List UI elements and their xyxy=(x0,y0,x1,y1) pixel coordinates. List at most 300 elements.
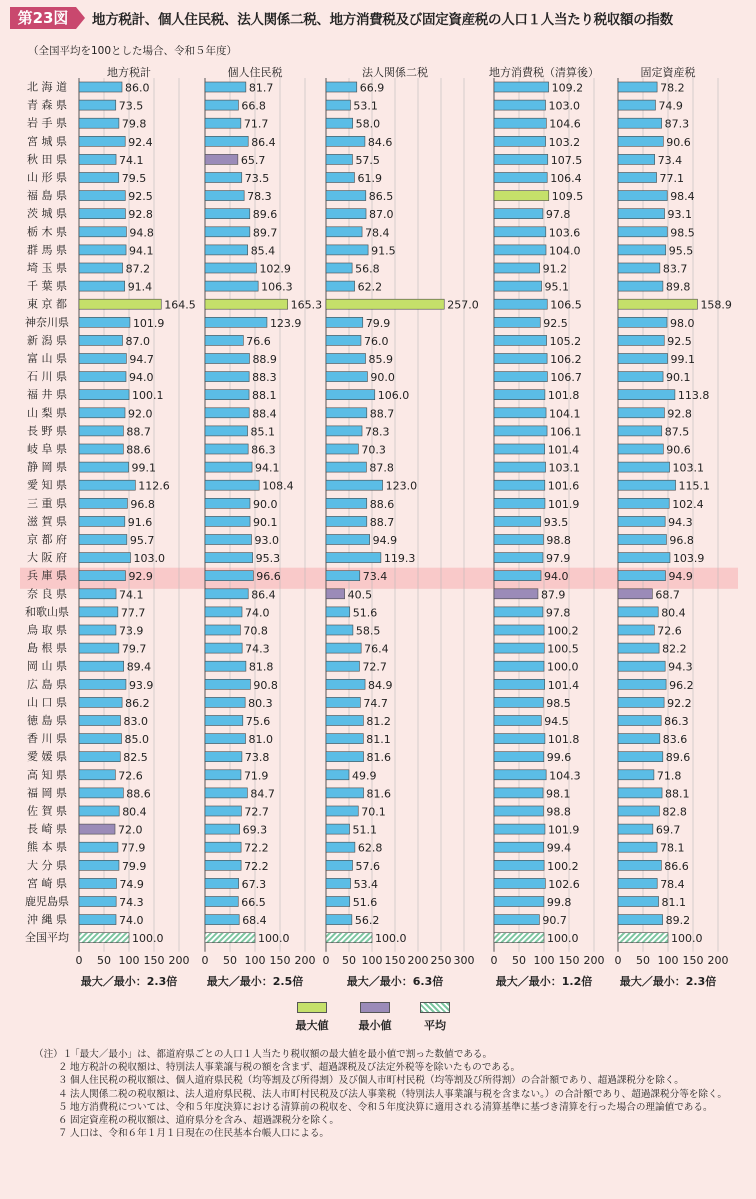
category-label: 神奈川県 xyxy=(25,315,69,329)
bar-value-label: 100.0 xyxy=(258,932,290,946)
bar-value-label: 82.2 xyxy=(662,642,687,656)
data-bar xyxy=(326,408,367,418)
bar-value-label: 81.0 xyxy=(248,733,273,747)
category-label: 長 野 県 xyxy=(27,424,67,438)
average-bar xyxy=(494,933,544,943)
tick-label: 100 xyxy=(533,953,555,967)
bar-value-label: 96.6 xyxy=(256,570,281,584)
tick-label: 150 xyxy=(558,953,580,967)
bar-value-label: 90.8 xyxy=(253,678,278,692)
bar-value-label: 103.9 xyxy=(672,552,705,566)
bar-value-label: 94.1 xyxy=(255,461,280,475)
data-bar xyxy=(79,372,126,382)
data-bar xyxy=(326,118,353,128)
bar-value-label: 89.7 xyxy=(252,226,278,240)
data-bar xyxy=(494,860,544,870)
data-bar xyxy=(79,462,129,472)
data-bar xyxy=(205,281,258,291)
data-bar xyxy=(205,354,249,364)
data-bar xyxy=(79,154,116,164)
tick-label: 50 xyxy=(223,953,237,967)
legend-swatch-average xyxy=(420,1002,450,1013)
data-bar xyxy=(205,263,256,273)
category-label: 新 潟 県 xyxy=(27,333,67,347)
data-bar xyxy=(79,191,125,201)
data-bar xyxy=(326,806,358,816)
bar-value-label: 94.3 xyxy=(668,660,693,674)
bar-value-label: 101.9 xyxy=(132,316,165,330)
bar-value-label: 84.7 xyxy=(250,787,275,801)
legend-swatch-max xyxy=(297,1002,327,1013)
bar-value-label: 113.8 xyxy=(677,389,710,403)
data-bar xyxy=(205,335,243,345)
bar-value-label: 91.2 xyxy=(542,262,568,276)
bar-value-label: 94.0 xyxy=(544,570,569,584)
bar-value-label: 93.9 xyxy=(128,678,154,692)
category-label: 熊 本 県 xyxy=(27,840,67,854)
data-bar xyxy=(326,788,364,798)
data-bar xyxy=(618,245,666,255)
data-bar xyxy=(618,372,663,382)
data-bar xyxy=(494,154,548,164)
bar-value-label: 85.0 xyxy=(124,733,149,747)
bar-value-label: 74.0 xyxy=(119,914,144,928)
category-label: 岩 手 県 xyxy=(27,116,67,130)
data-bar xyxy=(494,372,547,382)
bar-value-label: 123.0 xyxy=(385,479,418,493)
data-bar xyxy=(205,227,250,237)
bar-value-label: 94.0 xyxy=(129,371,154,385)
tick-label: 0 xyxy=(75,953,83,967)
series-title: 固定資産税 xyxy=(640,66,696,79)
bar-value-label: 87.2 xyxy=(125,262,151,276)
bar-value-label: 101.6 xyxy=(547,479,580,493)
data-bar xyxy=(79,281,125,291)
bar-value-label: 101.4 xyxy=(547,443,580,457)
data-bar xyxy=(326,897,350,907)
data-bar xyxy=(618,263,660,273)
data-bar xyxy=(618,788,662,798)
data-bar xyxy=(618,462,670,472)
footnote xyxy=(34,1048,734,1061)
data-bar xyxy=(326,173,354,183)
category-label: 鹿児島県 xyxy=(25,895,69,908)
bar-value-label: 99.6 xyxy=(546,751,572,765)
data-bar xyxy=(79,643,119,653)
category-label: 香 川 県 xyxy=(27,732,67,746)
data-bar xyxy=(494,390,545,400)
bar-value-label: 69.3 xyxy=(242,823,268,837)
bar-value-label: 90.0 xyxy=(253,497,278,511)
bar-value-label: 100.1 xyxy=(132,389,164,403)
data-bar xyxy=(79,317,130,327)
bar-value-label: 257.0 xyxy=(447,298,479,312)
bar-value-label: 79.7 xyxy=(121,642,147,656)
bar-value-label: 81.1 xyxy=(661,896,687,909)
min-bar xyxy=(494,589,538,599)
bar-value-label: 100.2 xyxy=(547,859,579,873)
bar-value-label: 97.8 xyxy=(545,606,571,620)
category-label: 静 岡 県 xyxy=(27,460,67,474)
data-bar xyxy=(79,661,124,671)
bar-value-label: 103.1 xyxy=(548,461,581,475)
data-bar xyxy=(79,571,125,581)
bar-value-label: 80.4 xyxy=(661,606,686,620)
bar-value-label: 88.7 xyxy=(369,515,395,529)
bar-value-label: 73.9 xyxy=(118,624,144,638)
data-bar xyxy=(205,571,253,581)
bar-value-label: 106.4 xyxy=(550,172,582,185)
category-label: 山 形 県 xyxy=(27,171,67,184)
bar-value-label: 90.6 xyxy=(666,135,691,149)
data-bar xyxy=(326,860,352,870)
tick-label: 300 xyxy=(453,953,475,967)
data-bar xyxy=(326,498,367,508)
bar-value-label: 102.4 xyxy=(672,497,704,511)
data-bar xyxy=(205,245,248,255)
bar-value-label: 165.3 xyxy=(290,298,323,312)
data-bar xyxy=(618,209,665,219)
data-bar xyxy=(618,426,662,436)
bar-value-label: 88.1 xyxy=(252,389,277,403)
bar-value-label: 78.3 xyxy=(247,190,272,204)
data-bar xyxy=(205,915,239,925)
bar-value-label: 90.0 xyxy=(370,371,395,385)
data-bar xyxy=(205,191,244,201)
bar-value-label: 74.9 xyxy=(658,99,683,113)
bar-value-label: 61.9 xyxy=(357,172,382,185)
data-bar xyxy=(326,643,361,653)
data-bar xyxy=(205,752,242,762)
category-label: 島 根 県 xyxy=(27,641,67,655)
tick-label: 50 xyxy=(636,953,650,967)
data-bar xyxy=(205,462,252,472)
data-bar xyxy=(618,498,669,508)
footnote-number: ４ xyxy=(58,1088,68,1100)
category-label: 千 葉 県 xyxy=(27,279,67,293)
bar-value-label: 87.5 xyxy=(664,425,690,439)
bar-value-label: 100.5 xyxy=(547,642,579,656)
data-bar xyxy=(205,516,250,526)
bar-value-label: 78.4 xyxy=(660,877,685,891)
data-bar xyxy=(205,716,243,726)
bar-value-label: 56.2 xyxy=(354,914,380,928)
category-label: 福 岡 県 xyxy=(27,786,67,800)
data-bar xyxy=(326,245,368,255)
data-bar xyxy=(494,679,545,689)
figure-number-badge: 第23図 xyxy=(10,7,76,29)
category-label: 山 口 県 xyxy=(27,695,67,709)
data-bar xyxy=(79,553,131,563)
bar-value-label: 99.1 xyxy=(670,353,696,366)
bar-value-label: 104.6 xyxy=(549,117,581,131)
bar-value-label: 77.7 xyxy=(120,606,146,620)
data-bar xyxy=(494,571,541,581)
bar-value-label: 88.7 xyxy=(126,425,151,439)
category-label: 長 崎 県 xyxy=(27,822,67,836)
data-bar xyxy=(326,878,351,888)
data-bar xyxy=(205,824,240,834)
category-label: 大 阪 府 xyxy=(27,551,67,565)
data-bar xyxy=(79,770,115,780)
bar-value-label: 74.1 xyxy=(119,153,144,167)
tick-label: 200 xyxy=(168,953,190,967)
bar-value-label: 89.8 xyxy=(665,280,691,294)
data-bar xyxy=(79,335,123,345)
tick-label: 50 xyxy=(342,953,356,967)
data-bar xyxy=(79,788,123,798)
bar-value-label: 101.8 xyxy=(547,733,580,747)
tick-label: 0 xyxy=(201,953,209,967)
bar-value-label: 77.9 xyxy=(120,841,146,855)
category-label: 青 森 県 xyxy=(27,98,67,112)
bar-value-label: 81.8 xyxy=(248,660,274,674)
data-bar xyxy=(618,824,653,834)
bar-value-label: 51.6 xyxy=(352,606,378,620)
data-bar xyxy=(205,136,248,146)
tick-label: 250 xyxy=(430,953,452,967)
bar-value-label: 77.1 xyxy=(659,172,685,185)
bar-value-label: 88.6 xyxy=(126,443,151,457)
data-bar xyxy=(618,571,665,581)
data-bar xyxy=(326,462,366,472)
bar-value-label: 86.4 xyxy=(251,135,276,149)
min-bar xyxy=(326,589,345,599)
bar-value-label: 90.6 xyxy=(666,443,691,457)
data-bar xyxy=(326,209,366,219)
bar-value-label: 92.4 xyxy=(128,135,153,149)
bar-value-label: 66.9 xyxy=(359,81,385,95)
data-bar xyxy=(326,516,367,526)
max-bar xyxy=(79,299,161,309)
data-bar xyxy=(79,444,123,454)
data-bar xyxy=(79,408,125,418)
data-bar xyxy=(494,82,549,92)
data-bar xyxy=(326,679,365,689)
bar-value-label: 91.5 xyxy=(371,244,396,258)
series-title: 個人住民税 xyxy=(227,66,283,79)
bar-value-label: 106.2 xyxy=(550,353,582,366)
bar-value-label: 86.5 xyxy=(368,190,394,204)
data-bar xyxy=(326,372,367,382)
bar-value-label: 96.8 xyxy=(669,534,694,547)
data-bar xyxy=(494,516,541,526)
data-bar xyxy=(618,535,666,545)
data-bar xyxy=(494,118,546,128)
data-bar xyxy=(205,770,241,780)
bar-value-label: 96.2 xyxy=(669,678,694,692)
bar-value-label: 92.9 xyxy=(128,570,153,584)
bar-value-label: 81.7 xyxy=(248,81,274,95)
data-bar xyxy=(618,734,660,744)
bar-value-label: 51.6 xyxy=(352,896,378,909)
bar-value-label: 98.5 xyxy=(546,696,571,710)
bar-value-label: 94.3 xyxy=(668,515,693,529)
category-label: 東 京 都 xyxy=(27,297,67,311)
tick-label: 100 xyxy=(657,953,679,967)
bar-value-label: 104.1 xyxy=(549,407,581,421)
bar-value-label: 56.8 xyxy=(355,262,380,276)
data-bar xyxy=(326,553,381,563)
bar-value-label: 83.7 xyxy=(662,262,688,276)
data-bar xyxy=(326,842,355,852)
data-bar xyxy=(494,535,543,545)
data-bar xyxy=(79,516,125,526)
tick-label: 0 xyxy=(614,953,622,967)
bar-value-label: 72.6 xyxy=(657,624,682,638)
footnote-number: （注）１ xyxy=(34,1049,73,1060)
data-bar xyxy=(79,607,118,617)
figure-subtitle: （全国平均を100とした場合、令和５年度） xyxy=(28,45,238,57)
category-label: 愛 知 県 xyxy=(27,478,67,492)
bar-value-label: 89.4 xyxy=(126,660,152,674)
bar-value-label: 72.2 xyxy=(244,841,269,855)
footnote-number: ６ xyxy=(58,1115,68,1127)
max-bar xyxy=(494,191,549,201)
bar-value-label: 97.9 xyxy=(545,552,571,566)
bar-value-label: 73.5 xyxy=(118,99,144,113)
data-bar xyxy=(79,426,123,436)
tick-label: 100 xyxy=(244,953,266,967)
bar-value-label: 119.3 xyxy=(383,552,416,566)
bar-value-label: 100.0 xyxy=(671,932,703,946)
footnote xyxy=(34,1114,734,1127)
bar-value-label: 98.1 xyxy=(546,787,571,801)
tick-label: 150 xyxy=(384,953,406,967)
data-bar xyxy=(79,679,126,689)
bar-value-label: 83.6 xyxy=(662,733,688,747)
bar-value-label: 72.7 xyxy=(244,805,269,819)
bar-value-label: 106.7 xyxy=(550,371,582,385)
bar-value-label: 107.5 xyxy=(550,153,583,167)
data-bar xyxy=(326,480,383,490)
data-bar xyxy=(79,263,123,273)
data-bar xyxy=(205,426,248,436)
tick-label: 50 xyxy=(97,953,111,967)
data-bar xyxy=(326,354,366,364)
legend-swatch-min xyxy=(360,1002,390,1013)
bar-value-label: 92.5 xyxy=(543,316,568,330)
bar-value-label: 88.6 xyxy=(369,497,395,511)
bar-value-label: 83.0 xyxy=(123,715,148,728)
data-bar xyxy=(205,734,246,744)
bar-value-label: 95.3 xyxy=(255,552,281,566)
footnote xyxy=(34,1074,734,1087)
category-label: 京 都 府 xyxy=(27,533,67,546)
bar-value-label: 106.3 xyxy=(261,280,293,294)
bar-value-label: 86.3 xyxy=(251,443,276,457)
bar-value-label: 87.8 xyxy=(369,461,394,475)
category-label: 鳥 取 県 xyxy=(27,623,67,637)
bar-value-label: 123.9 xyxy=(269,316,302,330)
category-label: 佐 賀 県 xyxy=(27,804,67,818)
category-label: 秋 田 県 xyxy=(27,152,67,166)
legend-label-average: 平均 xyxy=(424,1019,446,1032)
bar-value-label: 101.9 xyxy=(547,497,580,511)
bar-value-label: 105.2 xyxy=(549,334,582,348)
series-title: 地方税計 xyxy=(107,66,151,79)
bar-value-label: 95.7 xyxy=(129,534,155,547)
data-bar xyxy=(618,806,659,816)
bar-value-label: 68.7 xyxy=(655,588,680,602)
data-bar xyxy=(79,897,116,907)
data-bar xyxy=(79,697,122,707)
data-bar xyxy=(618,716,661,726)
data-bar xyxy=(618,154,655,164)
bar-value-label: 73.5 xyxy=(244,172,270,185)
bar-value-label: 94.7 xyxy=(129,353,154,366)
data-bar xyxy=(326,317,363,327)
data-bar xyxy=(494,299,547,309)
bar-value-label: 74.3 xyxy=(245,642,270,656)
data-bar xyxy=(618,643,659,653)
data-bar xyxy=(205,535,252,545)
data-bar xyxy=(618,317,667,327)
data-bar xyxy=(618,173,657,183)
bar-value-label: 94.1 xyxy=(129,244,154,258)
data-bar xyxy=(618,354,668,364)
legend-item-average xyxy=(400,1002,470,1033)
data-bar xyxy=(79,136,125,146)
bar-value-label: 106.0 xyxy=(377,389,410,403)
category-label: 北 海 道 xyxy=(27,80,67,94)
data-bar xyxy=(618,136,663,146)
data-bar xyxy=(326,697,360,707)
data-bar xyxy=(494,643,544,653)
data-bar xyxy=(205,372,249,382)
category-label: 茨 城 県 xyxy=(27,207,67,221)
bar-value-label: 109.2 xyxy=(551,81,584,95)
bar-value-label: 101.4 xyxy=(547,678,580,692)
data-bar xyxy=(79,354,126,364)
bar-value-label: 57.5 xyxy=(355,153,380,167)
bar-value-label: 88.1 xyxy=(665,787,690,801)
data-bar xyxy=(79,173,119,183)
data-bar xyxy=(494,824,545,834)
footnote-number: ３ xyxy=(58,1075,68,1087)
data-bar xyxy=(618,444,663,454)
bar-value-label: 90.7 xyxy=(542,914,567,928)
category-label: 福 島 県 xyxy=(27,189,67,203)
bar-value-label: 115.1 xyxy=(678,479,711,493)
bar-value-label: 92.2 xyxy=(667,696,692,710)
data-bar xyxy=(79,245,126,255)
category-label: 福 井 県 xyxy=(27,388,67,402)
bar-value-label: 70.1 xyxy=(361,805,386,819)
data-bar xyxy=(618,335,664,345)
bar-value-label: 87.0 xyxy=(125,334,150,348)
data-bar xyxy=(326,716,363,726)
tick-label: 200 xyxy=(407,953,429,967)
data-bar xyxy=(79,716,121,726)
data-bar xyxy=(79,118,119,128)
figure-title: 地方税計、個人住民税、法人関係二税、地方消費税及び固定資産税の人口１人当たり税収額の指数 xyxy=(92,12,673,28)
series-title: 地方消費税（清算後） xyxy=(489,66,599,79)
data-bar xyxy=(326,661,359,671)
data-bar xyxy=(618,860,661,870)
data-bar xyxy=(618,408,664,418)
data-bar xyxy=(326,607,350,617)
data-bar xyxy=(494,462,546,472)
data-bar xyxy=(205,118,241,128)
bar-value-label: 70.3 xyxy=(361,443,386,457)
data-bar xyxy=(618,281,663,291)
bar-value-label: 88.3 xyxy=(252,371,277,385)
category-label: 埼 玉 県 xyxy=(27,261,67,275)
data-bar xyxy=(205,173,242,183)
bar-value-label: 66.5 xyxy=(241,896,266,909)
bar-value-label: 89.6 xyxy=(252,208,278,222)
